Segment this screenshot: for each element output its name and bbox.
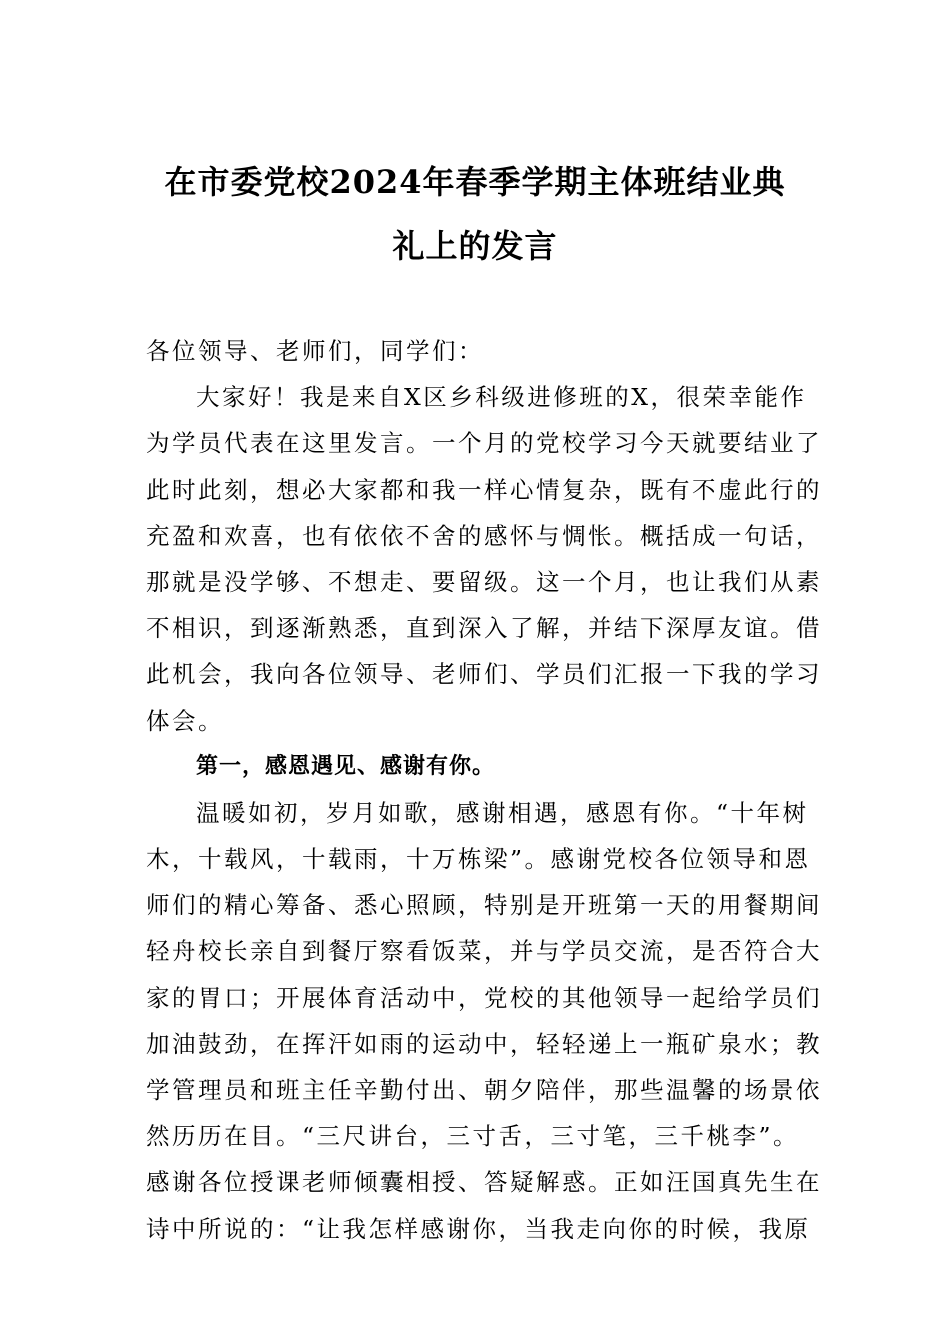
paragraph-line: 温暖如初，岁月如歌，感谢相遇，感恩有你。“十年树 — [196, 798, 809, 827]
document-title — [120, 150, 830, 278]
title-line-1: 在市委党校2024年春季学期主体班结业典 — [164, 163, 786, 201]
paragraph-line: 诗中所说的：“让我怎样感谢你，当我走向你的时候，我原 — [146, 1214, 811, 1243]
paragraph-line: 那就是没学够、不想走、要留级。这一个月，也让我们从素 — [146, 567, 822, 596]
paragraph-line: 家的胃口；开展体育活动中，党校的其他领导一起给学员们 — [146, 983, 822, 1012]
paragraph-line: 师们的精心筹备、悉心照顾，特别是开班第一天的用餐期间 — [146, 891, 822, 920]
salutation: 各位领导、老师们，同学们： — [146, 337, 484, 365]
paragraph-line: 大家好！我是来自X区乡科级进修班的X，很荣幸能作 — [196, 383, 807, 412]
document-body — [146, 328, 822, 1252]
paragraph-line: 然历历在目。“三尺讲台，三寸舌，三寸笔，三千桃李”。 — [146, 1122, 800, 1151]
paragraph-line: 不相识，到逐渐熟悉，直到深入了解，并结下深厚友谊。借 — [146, 614, 822, 643]
paragraph-line: 感谢各位授课老师倾囊相授、答疑解惑。正如汪国真先生在 — [146, 1168, 822, 1197]
paragraph-line: 木，十载风，十载雨，十万栋梁”。感谢党校各位领导和恩 — [146, 845, 811, 874]
paragraph-line: 轻舟校长亲自到餐厅察看饭菜，并与学员交流，是否符合大 — [146, 937, 822, 966]
paragraph-line: 此机会，我向各位领导、老师们、学员们汇报一下我的学习 — [146, 660, 822, 689]
section-heading: 第一，感恩遇见、感谢有你。 — [196, 753, 496, 779]
paragraph-line: 为学员代表在这里发言。一个月的党校学习今天就要结业了 — [146, 429, 822, 458]
paragraph-line: 充盈和欢喜，也有依依不舍的感怀与惆怅。概括成一句话， — [146, 521, 822, 550]
paragraph-line: 此时此刻，想必大家都和我一样心情复杂，既有不虚此行的 — [146, 475, 822, 504]
paragraph-line: 学管理员和班主任辛勤付出、朝夕陪伴，那些温馨的场景依 — [146, 1076, 822, 1104]
paragraph-line: 加油鼓劲，在挥汗如雨的运动中，轻轻递上一瓶矿泉水；教 — [146, 1029, 822, 1058]
paragraph-line: 体会。 — [146, 706, 224, 735]
title-line-2: 礼上的发言 — [392, 227, 558, 265]
